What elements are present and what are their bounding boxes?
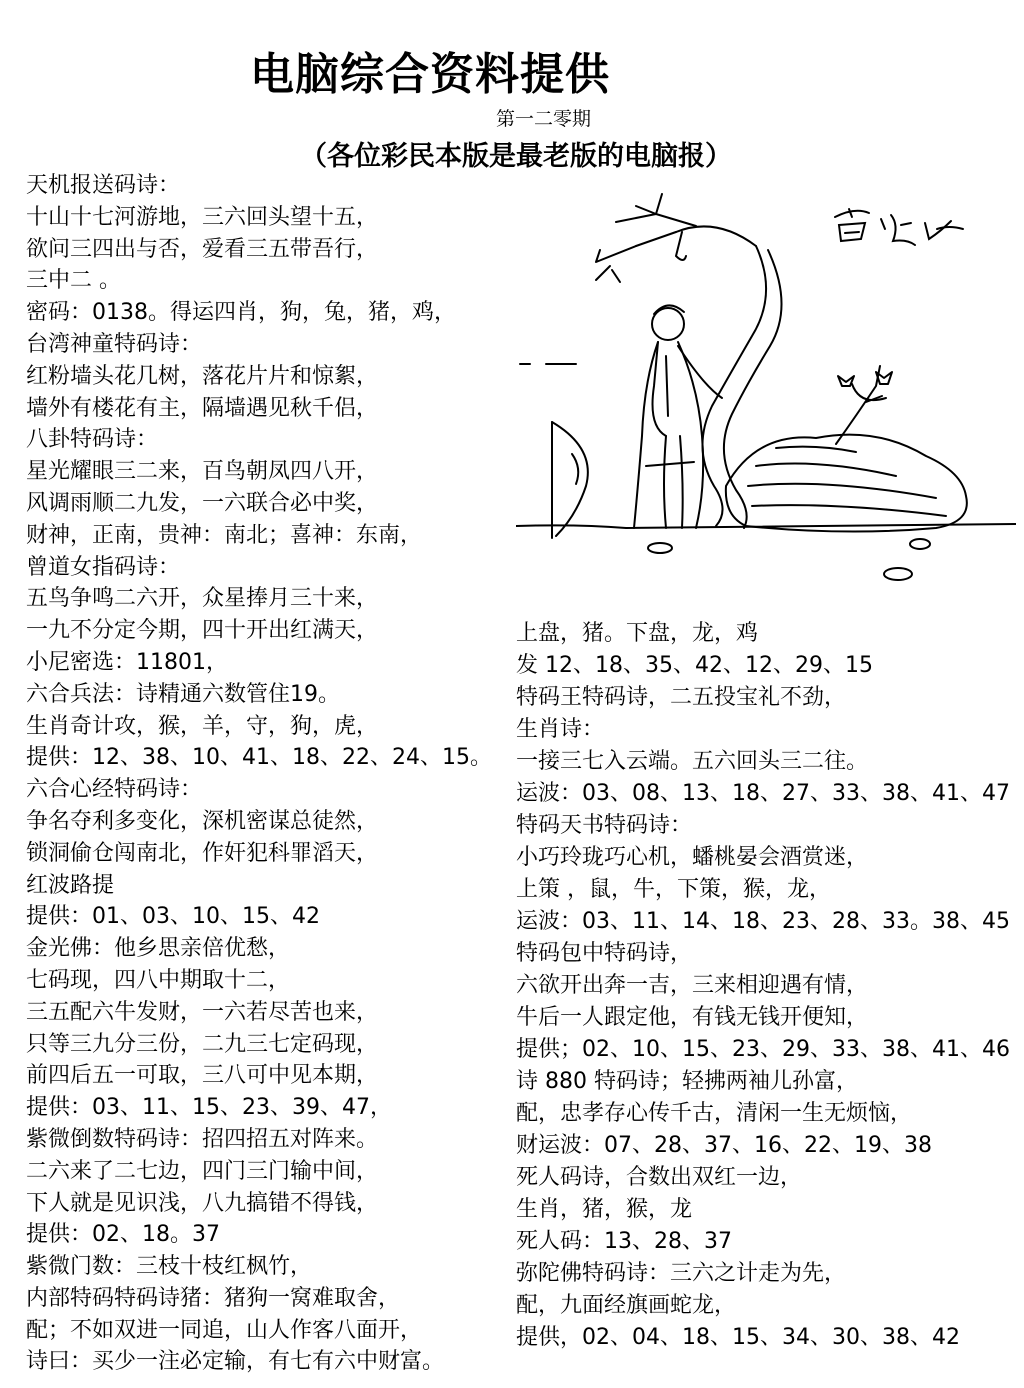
page-subtitle: （各位彩民本版是最老版的电脑报）: [300, 141, 732, 172]
right-line: 一接三七入云端。五六回头三二往。: [516, 749, 869, 774]
left-line: 金光佛：他乡思亲倍优愁，: [26, 936, 291, 962]
right-line: 特码王特码诗，二五投宝礼不劲，: [516, 685, 847, 710]
left-line: 一九不分定今期，四十开出红满天，: [26, 618, 379, 644]
right-line: 上策 ，鼠，牛，下策，猴，龙，: [516, 877, 831, 902]
left-line: 红粉墙头花几树，落花片片和惊絮，: [26, 363, 379, 389]
right-line: 特码包中特码诗，: [516, 941, 693, 966]
issue-number: 第一二零期: [496, 108, 592, 130]
right-line: 财运波：07、28、37、16、22、19、38: [516, 1133, 932, 1158]
left-line: 六合心经特码诗：: [26, 777, 203, 803]
left-line: 紫微门数：三枝十枝红枫竹，: [26, 1254, 313, 1280]
right-line: 牛后一人跟定他，有钱无钱开便知，: [516, 1005, 869, 1030]
left-line: 提供：03、11、15、23、39、47，: [26, 1095, 392, 1121]
right-line: 死人码诗，合数出双红一边，: [516, 1165, 803, 1190]
right-line: 提供；02、10、15、23、29、33、38、41、46: [516, 1037, 1010, 1062]
left-line: 星光耀眼三二来，百鸟朝凤四八开，: [26, 459, 379, 485]
left-line: 三中二 。: [26, 268, 121, 294]
left-line: 密码：0138。得运四肖，狗，兔，猪，鸡，: [26, 300, 456, 326]
left-line: 前四后五一可取，三八可中见本期，: [26, 1063, 379, 1089]
right-line: 小巧玲珑巧心机，蟠桃晏会酒赏迷，: [516, 845, 869, 870]
left-line: 下人就是见识浅，八九搞错不得钱，: [26, 1190, 379, 1216]
right-line: 死人码：13、28、37: [516, 1229, 732, 1254]
left-line: 三五配六牛发财，一六若尽苦也来，: [26, 999, 379, 1025]
left-line: 提供：12、38、10、41、18、22、24、15。: [26, 745, 492, 771]
left-line: 曾道女指码诗：: [26, 554, 181, 580]
left-line: 天机报送码诗：: [26, 173, 181, 198]
right-line: 诗 880 特码诗；轻拂两袖儿孙富，: [516, 1069, 858, 1094]
page-title: 电脑综合资料提供: [250, 49, 610, 100]
left-column: [26, 170, 506, 1378]
left-line: 台湾神童特码诗：: [26, 331, 203, 357]
left-line: 六合兵法：诗精通六数管住19。: [26, 681, 340, 707]
left-line: 墙外有楼花有主，隔墙遇见秋千侣，: [26, 395, 379, 421]
right-line: 生肖，猪，猴，龙: [516, 1197, 693, 1222]
left-line: 红波路提: [26, 872, 115, 898]
right-line: 提供，02、04、18、15、34、30、38、42: [516, 1325, 960, 1350]
right-line: 六欲开出奔一吉，三来相迎遇有情，: [516, 973, 869, 998]
left-line: 配；不如双进一同追，山人作客八面开，: [26, 1317, 423, 1343]
right-line: 发 12、18、35、42、12、29、15: [516, 653, 873, 678]
left-line: 争名夺利多变化，深机密谋总徒然，: [26, 808, 379, 834]
right-line: 弥陀佛特码诗：三六之计走为先，: [516, 1261, 847, 1286]
left-line: 提供：02、18。37: [26, 1222, 220, 1248]
left-line: 提供：01、03、10、15、42: [26, 904, 320, 930]
woman-under-tree-illustration-icon: [516, 186, 1016, 596]
left-line: 风调雨顺二九发，一六联合必中奖，: [26, 490, 379, 516]
left-line: 七码现，四八中期取十二，: [26, 967, 291, 993]
left-line: 欲问三四出与否，爱看三五带吾行，: [26, 236, 379, 262]
right-line: 生肖诗：: [516, 717, 605, 742]
left-line: 只等三九分三份，二九三七定码现，: [26, 1031, 379, 1057]
left-line: 八卦特码诗：: [26, 427, 159, 453]
right-line: 配，九面经旗画蛇龙，: [516, 1293, 737, 1318]
left-line: 十山十七河游地，三六回头望十五，: [26, 204, 379, 230]
left-line: 小尼密选：11801，: [26, 649, 228, 675]
left-line: 财神，正南，贵神：南北；喜神：东南，: [26, 522, 423, 548]
right-column: [516, 618, 1016, 1354]
right-line: 运波：03、08、13、18、27、33、38、41、47: [516, 781, 1010, 806]
right-line: 上盘，猪。下盘，龙，鸡: [516, 621, 759, 646]
left-line: 紫微倒数特码诗：招四招五对阵来。: [26, 1126, 379, 1152]
left-line: 内部特码特码诗猪：猪狗一窝难取舍，: [26, 1285, 401, 1311]
left-line: 诗曰：买少一注必定输，有七有六中财富。: [26, 1349, 445, 1375]
left-line: 锁洞偷仓闯南北，作奸犯科罪滔天，: [26, 840, 379, 866]
right-line: 运波：03、11、14、18、23、28、33。38、45: [516, 909, 1010, 934]
right-line: 配，忠孝存心传千古，清闲一生无烦恼，: [516, 1101, 913, 1126]
right-line: 特码天书特码诗：: [516, 813, 693, 838]
left-line: 生肖奇计攻，猴，羊，守，狗，虎，: [26, 713, 379, 739]
left-line: 二六来了二七边，四门三门输中间，: [26, 1158, 379, 1184]
left-line: 五鸟争鸣二六开，众星捧月三十来，: [26, 586, 379, 612]
